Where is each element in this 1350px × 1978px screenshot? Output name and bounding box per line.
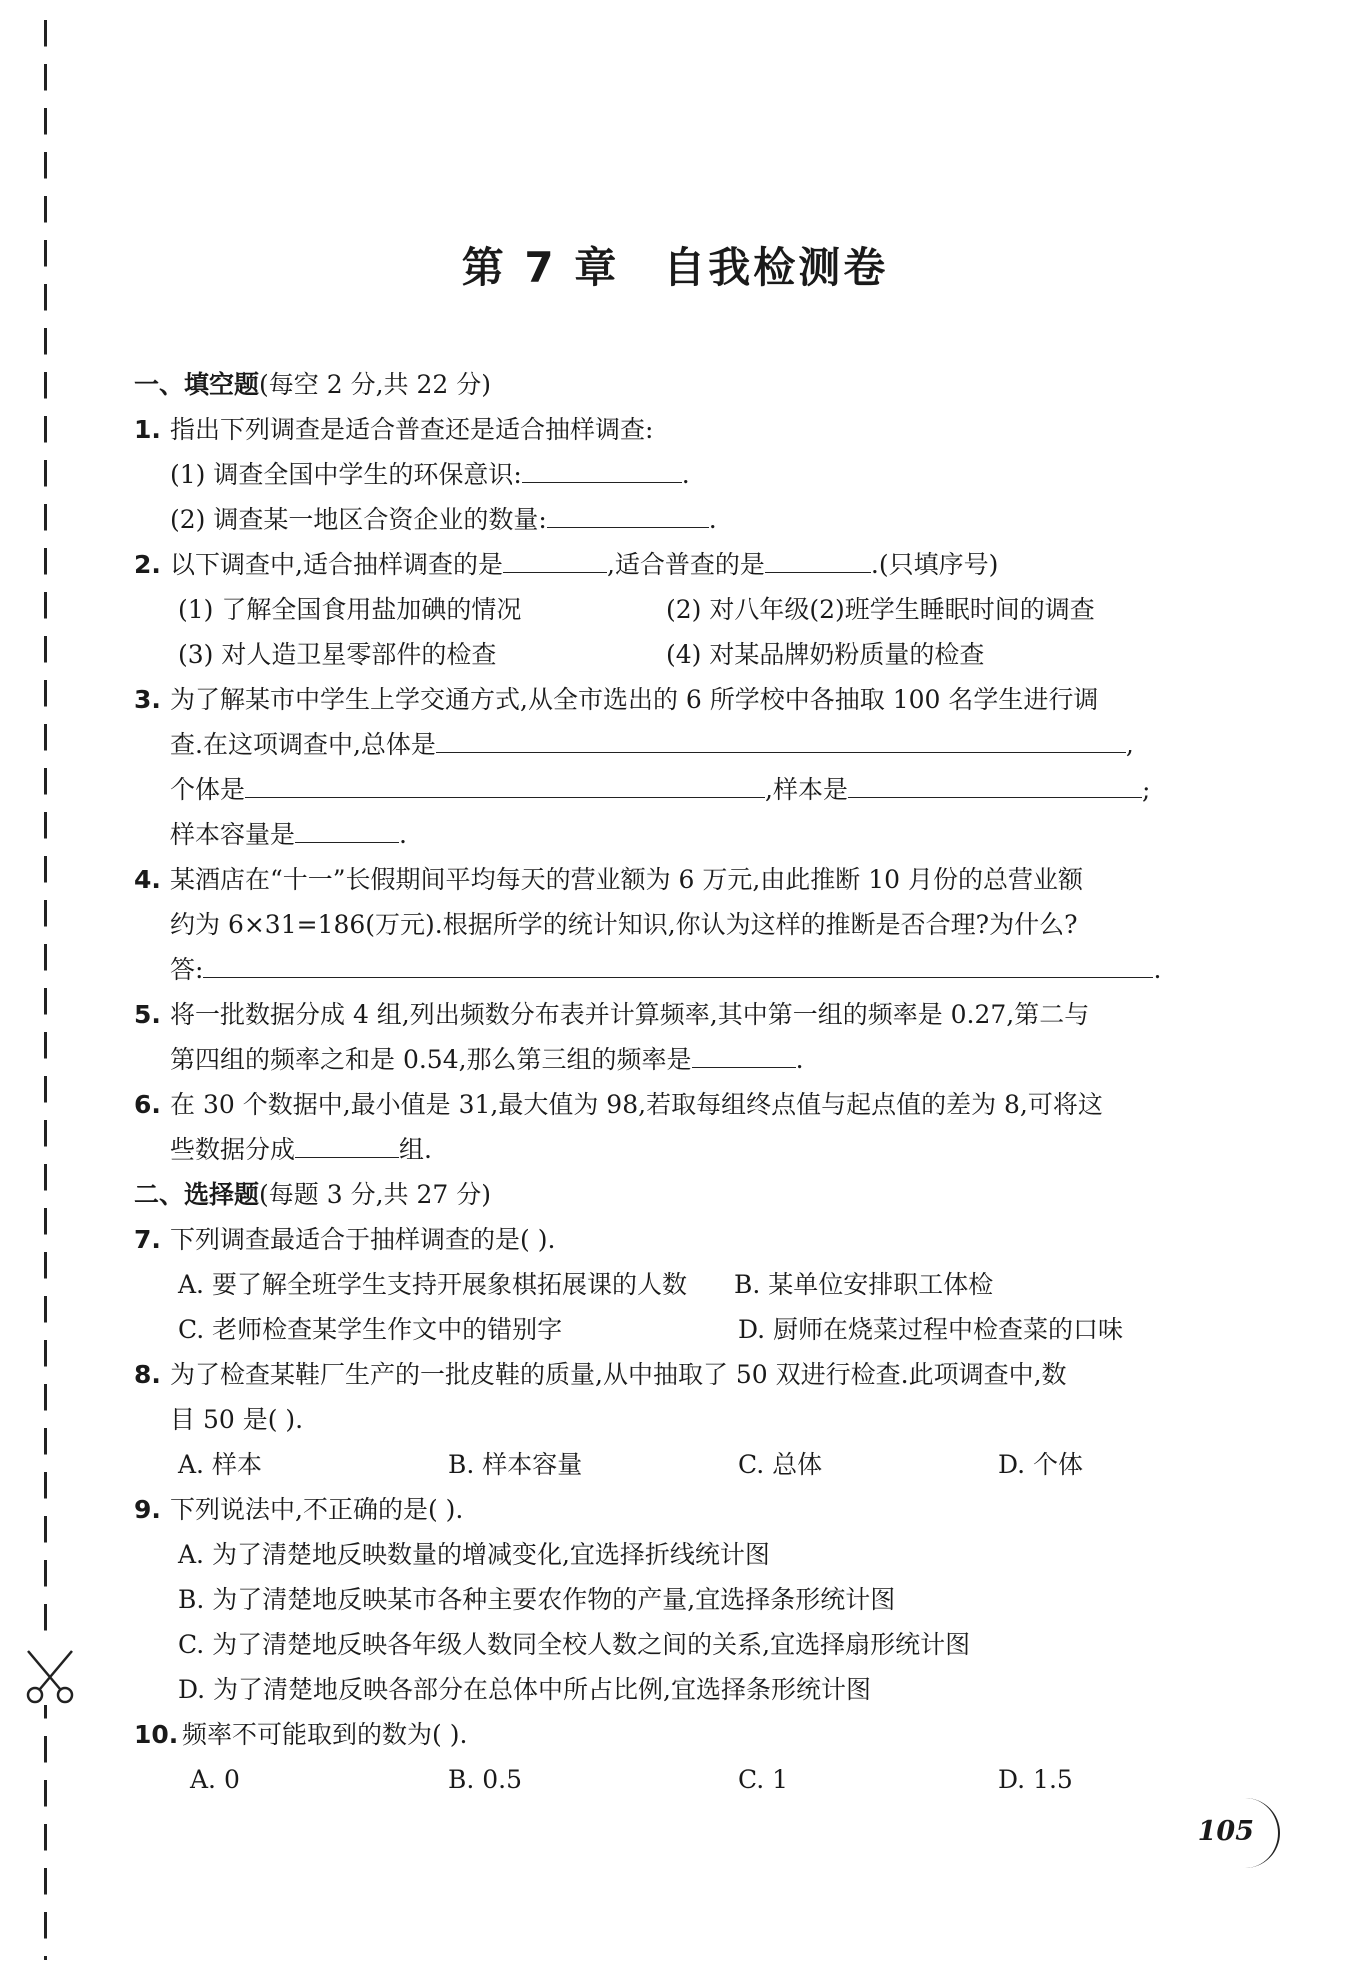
question-6	[134, 1082, 1189, 1127]
choice-option: D. 厨师在烧菜过程中检查菜的口味	[738, 1315, 1124, 1344]
question-8-options	[134, 1442, 1189, 1487]
question-number: 3.	[134, 685, 161, 714]
answer-blank[interactable]	[436, 724, 1126, 753]
choice-option: A. 样本	[178, 1450, 262, 1479]
question-text: 目 50 是( ).	[170, 1405, 304, 1434]
question-number: 7.	[134, 1225, 161, 1254]
question-5	[134, 992, 1189, 1037]
question-text: 样本容量是	[170, 820, 296, 849]
question-text: 组.	[399, 1135, 432, 1164]
question-text: .(只填序号)	[870, 550, 999, 579]
chapter-label: 第 7 章	[461, 243, 620, 292]
answer-prefix: 答:	[170, 955, 204, 984]
question-5-line2	[134, 1037, 1189, 1082]
question-7	[134, 1217, 1189, 1262]
question-text: 约为 6×31=186(万元).根据所学的统计知识,你认为这样的推断是否合理?为什么?	[170, 910, 1078, 939]
question-4	[134, 857, 1189, 902]
option-item: (3) 对人造卫星零部件的检查	[178, 640, 497, 669]
question-text: 将一批数据分成 4 组,列出频数分布表并计算频率,其中第一组的频率是 0.27,第二与	[170, 1000, 1090, 1029]
question-9-option-d	[134, 1667, 1189, 1712]
choice-option: C. 1	[738, 1765, 789, 1794]
punctuation: .	[399, 820, 407, 849]
section-fill-in	[134, 362, 1189, 407]
question-9-option-a	[134, 1532, 1189, 1577]
answer-blank[interactable]	[522, 454, 682, 483]
answer-blank[interactable]	[765, 544, 871, 573]
question-number: 1.	[134, 415, 161, 444]
sub-question-text: (2) 调查某一地区合资企业的数量:	[170, 505, 547, 534]
choice-option: C. 老师检查某学生作文中的错别字	[178, 1315, 563, 1344]
question-text: 下列说法中,不正确的是( ).	[170, 1495, 464, 1524]
question-10	[134, 1712, 1189, 1757]
choice-option: B. 0.5	[448, 1765, 523, 1794]
question-number: 2.	[134, 550, 161, 579]
question-1-sub2	[134, 497, 1189, 542]
option-item: (2) 对八年级(2)班学生睡眠时间的调查	[666, 595, 1095, 624]
question-number: 4.	[134, 865, 161, 894]
page-number-arc	[1238, 1798, 1280, 1868]
question-text: 以下调查中,适合抽样调查的是	[170, 550, 503, 579]
question-2-options-row1	[134, 587, 1189, 632]
question-text: 某酒店在“十一”长假期间平均每天的营业额为 6 万元,由此推断 10 月份的总营业额	[170, 865, 1084, 894]
question-6-line2	[134, 1127, 1189, 1172]
scissors-icon	[20, 1645, 80, 1705]
question-text: 第四组的频率之和是 0.54,那么第三组的频率是	[170, 1045, 692, 1074]
choice-option: C. 为了清楚地反映各年级人数同全校人数之间的关系,宜选择扇形统计图	[178, 1630, 971, 1659]
question-text: 些数据分成	[170, 1135, 296, 1164]
question-7-options-row1	[134, 1262, 1189, 1307]
answer-blank[interactable]	[503, 544, 607, 573]
question-3-line4	[134, 812, 1189, 857]
question-3-line3	[134, 767, 1189, 812]
question-text: 频率不可能取到的数为( ).	[182, 1720, 468, 1749]
question-number: 6.	[134, 1090, 161, 1119]
choice-option: B. 某单位安排职工体检	[734, 1270, 994, 1299]
question-8-line2	[134, 1397, 1189, 1442]
section-note: (每空 2 分,共 22 分)	[259, 370, 491, 399]
question-text: 下列调查最适合于抽样调查的是( ).	[170, 1225, 556, 1254]
question-9-option-c	[134, 1622, 1189, 1667]
question-number: 10.	[134, 1720, 179, 1749]
question-9	[134, 1487, 1189, 1532]
question-7-options-row2	[134, 1307, 1189, 1352]
section-note: (每题 3 分,共 27 分)	[259, 1180, 491, 1209]
punctuation: ,	[1125, 730, 1134, 759]
choice-option: A. 要了解全班学生支持开展象棋拓展课的人数	[178, 1270, 687, 1299]
question-text: 在 30 个数据中,最小值是 31,最大值为 98,若取每组终点值与起点值的差为 8,可将这	[170, 1090, 1103, 1119]
question-text: 为了解某市中学生上学交通方式,从全市选出的 6 所学校中各抽取 100 名学生进行调	[170, 685, 1099, 714]
choice-option: D. 1.5	[998, 1765, 1073, 1794]
exam-content	[134, 362, 1189, 1802]
question-8	[134, 1352, 1189, 1397]
answer-blank[interactable]	[692, 1039, 796, 1068]
question-4-line3	[134, 947, 1189, 992]
choice-option: B. 为了清楚地反映某市各种主要农作物的产量,宜选择条形统计图	[178, 1585, 896, 1614]
section-label: 二、选择题	[134, 1180, 260, 1209]
punctuation: ;	[1141, 775, 1151, 804]
question-number: 8.	[134, 1360, 161, 1389]
section-multiple-choice	[134, 1172, 1189, 1217]
answer-blank[interactable]	[203, 949, 1153, 978]
choice-option: A. 0	[190, 1765, 240, 1794]
choice-option: D. 个体	[998, 1450, 1084, 1479]
question-text: ,样本是	[765, 775, 848, 804]
page-number: 105	[1197, 1816, 1254, 1847]
answer-blank[interactable]	[295, 814, 399, 843]
punctuation: .	[681, 460, 690, 489]
question-number: 5.	[134, 1000, 161, 1029]
option-item: (4) 对某品牌奶粉质量的检查	[666, 640, 985, 669]
question-1-sub1	[134, 452, 1189, 497]
choice-option: B. 样本容量	[448, 1450, 583, 1479]
section-label: 一、填空题	[134, 370, 260, 399]
question-text: 查.在这项调查中,总体是	[170, 730, 436, 759]
question-2-options-row2	[134, 632, 1189, 677]
question-3	[134, 677, 1189, 722]
question-2	[134, 542, 1189, 587]
question-4-line2	[134, 902, 1189, 947]
answer-blank[interactable]	[295, 1129, 399, 1158]
test-name: 自我检测卷	[663, 243, 889, 292]
punctuation: .	[708, 505, 717, 534]
question-text: 指出下列调查是适合普查还是适合抽样调查:	[170, 415, 654, 444]
page-title	[0, 235, 1350, 295]
choice-option: A. 为了清楚地反映数量的增减变化,宜选择折线统计图	[178, 1540, 770, 1569]
choice-option: C. 总体	[738, 1450, 823, 1479]
answer-blank[interactable]	[245, 769, 765, 798]
page-number-badge	[1180, 1798, 1280, 1868]
question-text: 个体是	[170, 775, 246, 804]
question-text: ,适合普查的是	[606, 550, 765, 579]
punctuation: .	[1153, 955, 1162, 984]
choice-option: D. 为了清楚地反映各部分在总体中所占比例,宜选择条形统计图	[178, 1675, 871, 1704]
question-10-options	[134, 1757, 1189, 1802]
answer-blank[interactable]	[547, 499, 709, 528]
question-3-line2	[134, 722, 1189, 767]
answer-blank[interactable]	[848, 769, 1142, 798]
option-item: (1) 了解全国食用盐加碘的情况	[178, 595, 522, 624]
punctuation: .	[795, 1045, 804, 1074]
question-text: 为了检查某鞋厂生产的一批皮鞋的质量,从中抽取了 50 双进行检查.此项调查中,数	[170, 1360, 1067, 1389]
sub-question-text: (1) 调查全国中学生的环保意识:	[170, 460, 522, 489]
question-9-option-b	[134, 1577, 1189, 1622]
question-1	[134, 407, 1189, 452]
question-number: 9.	[134, 1495, 161, 1524]
